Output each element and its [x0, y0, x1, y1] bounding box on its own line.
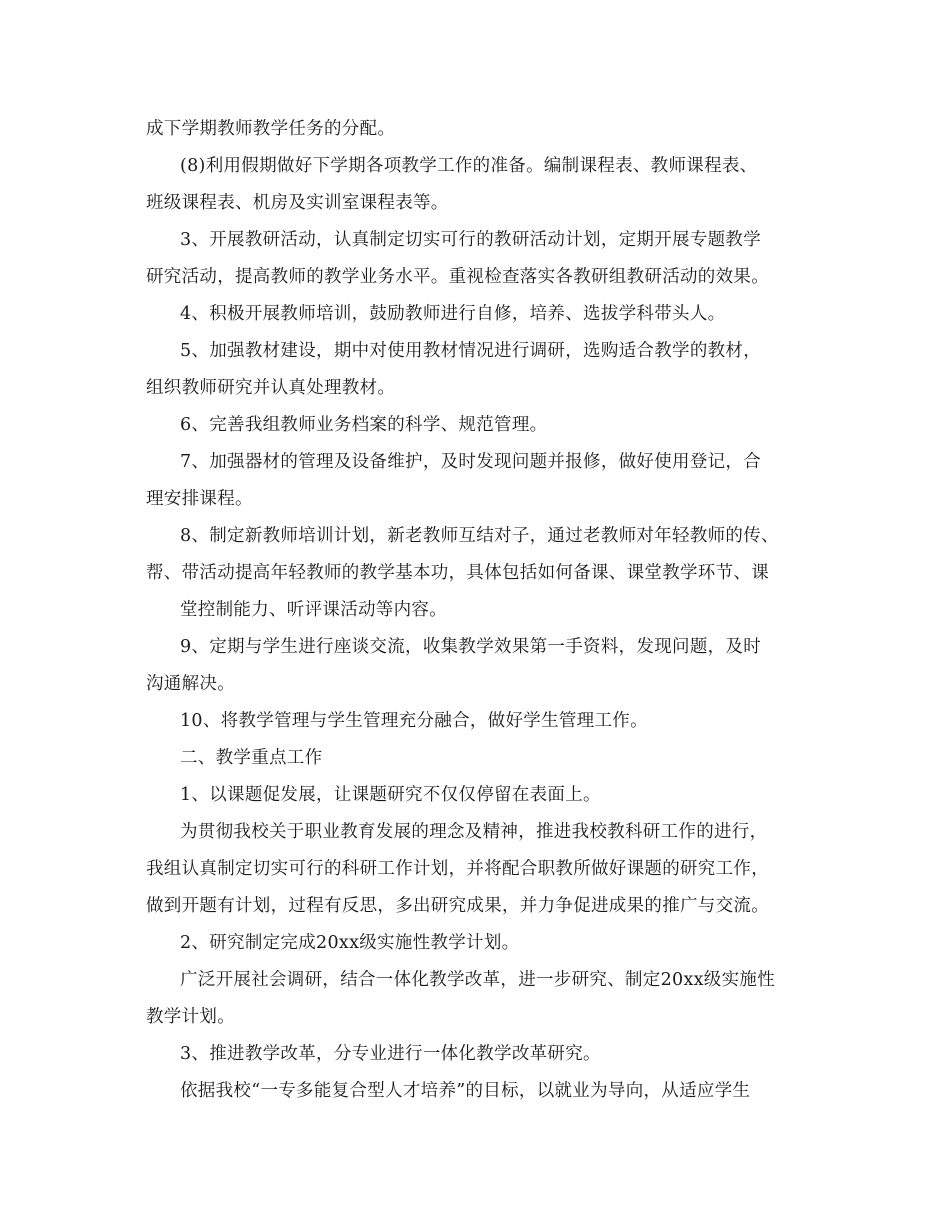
text-line: 4、积极开展教师培训，鼓励教师进行自修，培养、选拔学科带头人。: [180, 304, 726, 324]
text-line: 做到开题有计划，过程有反思，多出研究成果，并力争促进成果的推广与交流。: [146, 896, 769, 916]
text-line: 5、加强教材建设，期中对使用教材情况进行调研，选购适合教学的教材，: [180, 341, 762, 361]
text-line: 2、研究制定完成20xx级实施性教学计划。: [180, 933, 520, 953]
text-line: 沟通解决。: [146, 674, 235, 694]
text-line: 为贯彻我校关于职业教育发展的理念及精神，推进我校教科研工作的进行，: [180, 822, 768, 842]
text-line: 成下学期教师教学任务的分配。: [146, 119, 396, 139]
text-line: 研究活动，提高教师的教学业务水平。重视检查落实各教研组教研活动的效果。: [146, 267, 769, 287]
text-line: 依据我校“一专多能复合型人才培养”的目标，以就业为导向，从适应学生: [180, 1081, 751, 1101]
text-line: (8)利用假期做好下学期各项教学工作的准备。编制课程表、教师课程表、: [180, 156, 758, 176]
text-line: 教学计划。: [146, 1007, 235, 1027]
text-line: 广泛开展社会调研，结合一体化教学改革，进一步研究、制定20xx级实施性: [180, 970, 776, 990]
text-line: 8、制定新教师培训计划，新老教师互结对子，通过老教师对年轻教师的传、: [180, 526, 779, 546]
text-line: 帮、带活动提高年轻教师的教学基本功，具体包括如何备课、课堂教学环节、课: [146, 563, 769, 583]
section-heading: 二、教学重点工作: [180, 748, 323, 768]
text-line: 7、加强器材的管理及设备维护，及时发现问题并报修，做好使用登记，合: [180, 452, 762, 472]
text-line: 我组认真制定切实可行的科研工作计划，并将配合职教所做好课题的研究工作，: [146, 859, 769, 879]
text-line: 理安排课程。: [146, 489, 253, 509]
text-line: 6、完善我组教师业务档案的科学、规范管理。: [180, 415, 548, 435]
text-line: 1、以课题促发展，让课题研究不仅仅停留在表面上。: [180, 785, 601, 805]
text-line: 班级课程表、机房及实训室课程表等。: [146, 193, 449, 213]
text-line: 10、将教学管理与学生管理充分融合，做好学生管理工作。: [180, 711, 648, 731]
text-line: 堂控制能力、听评课活动等内容。: [180, 600, 447, 620]
text-line: 3、开展教研活动，认真制定切实可行的教研活动计划，定期开展专题教学: [180, 230, 762, 250]
text-line: 3、推进教学改革，分专业进行一体化教学改革研究。: [180, 1044, 601, 1064]
text-line: 组织教师研究并认真处理教材。: [146, 378, 396, 398]
text-line: 9、定期与学生进行座谈交流，收集教学效果第一手资料，发现问题，及时: [180, 637, 762, 657]
